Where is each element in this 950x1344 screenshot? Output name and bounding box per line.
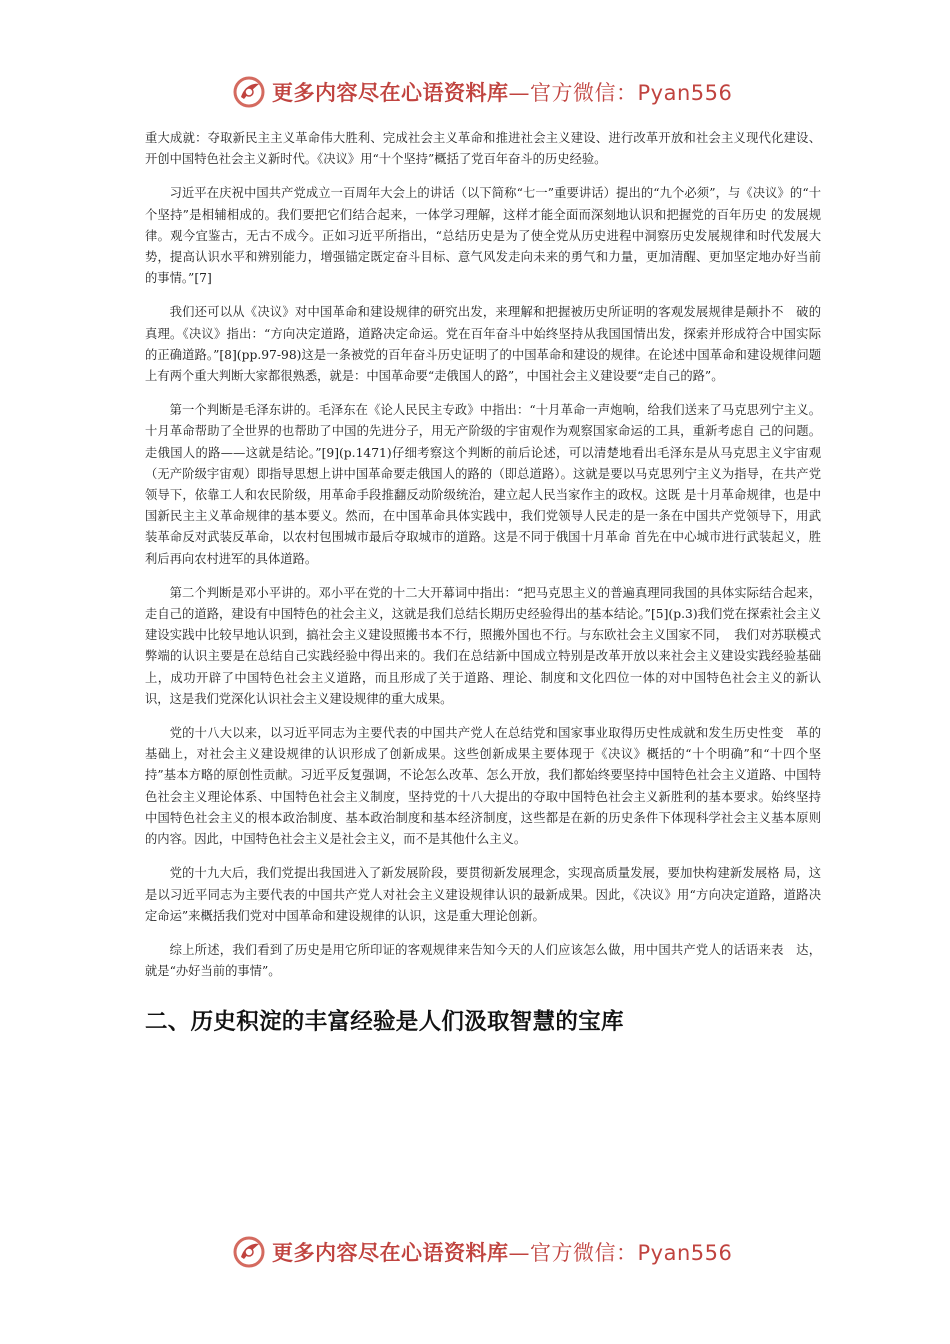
banner-main-text: 更多内容尽在心语资料库 <box>272 81 509 105</box>
paragraph-4: 第一个判断是毛泽东讲的。毛泽东在《论人民民主专政》中指出：“十月革命一声炮响，给我们送来了马克思列宁主义。十月革命帮助了全世界的也帮助了中国的先进分子，用无产阶级的宇宙观作为观察国家命运的工具，重新考虑自 己的问题。走俄国人的路——这就是结论。”[9](p.1471)仔细考察这个判断的前后论述，可以清楚地看出毛泽东是从马克思主义宇宙观（无产阶级宇宙观）即指导思想上讲中国革命要走俄国人的路的（即总道路）。这就是要以马克思列宁主义为指导，在共产党领导下，依靠工人和农民阶级，用革命手段推翻反动阶级统治，建立起人民当家作主的政权。这既 是十月革命规律，也是中国新民主主义革命规律的基本要义。然而，在中国革命具体实践中，我们党领导人民走的是一条在中国共产党领导下，用武装革命反对武装反革命，以农村包围城市最后夺取城市的道路。这是不同于俄国十月革命 首先在中心城市进行武装起义，胜利后再向农村进军的具体道路。 <box>145 403 821 566</box>
paragraph-2: 习近平在庆祝中国共产党成立一百周年大会上的讲话（以下简称“七一”重要讲话）提出的“九个必须”，与《决议》的“十个坚持”是相辅相成的。我们要把它们结合起来，一体学习理解，这样才能全面而深刻地认识和把握党的百年历史 的发展规律。观今宜鉴古，无古不成今。正如习近平所指出，“总结历史是为了使全党从历史进程中洞察历史发展规律和时代发展大势，提高认识水平和辨别能力，增强锚定既定奋斗目标、意气风发走向未来的勇气和力量，更加清醒、更加坚定地办好当前的事情。”[7] <box>145 186 821 286</box>
paragraph-7: 党的十九大后，我们党提出我国进入了新发展阶段，要贯彻新发展理念，实现高质量发展，要加快构建新发展格 局，这是以习近平同志为主要代表的中国共产党人对社会主义建设规律认识的最新成果。因此，《决议》用“方向决定道路，道路决定命运”来概括我们党对中国革命和建设规律的认识，这是重大理论创新。 <box>145 866 821 923</box>
banner-wechat-id: Pyan556 <box>637 81 733 105</box>
paragraph-5: 第二个判断是邓小平讲的。邓小平在党的十二大开幕词中指出：“把马克思主义的普遍真理同我国的具体实际结合起来，走自己的道路，建设有中国特色的社会主义，这就是我们总结长期历史经验得出的基本结论。”[5](p.3)我们党在探索社会主义建设实践中比较早地认识到，搞社会主义建设照搬书本不行，照搬外国也不行。与东欧社会主义国家不同， 我们对苏联模式弊端的认识主要是在总结自己实践经验中得出来的。我们在总结新中国成立特别是改革开放以来社会主义建设实践经验基础上，成功开辟了中国特色社会主义道路，而且形成了关于道路、理论、制度和文化四位一体的对中国特色社会主义的新认识，这是我们党深化认识社会主义建设规律的重大成果。 <box>145 585 821 706</box>
paragraph-1: 重大成就：夺取新民主主义革命伟大胜利、完成社会主义革命和推进社会主义建设、进行改革开放和社会主义现代化建设、开创中国特色社会主义新时代。《决议》用“十个坚持”概括了党百年奋斗的历史经验。 <box>145 131 821 167</box>
banner-sub-text: 官方微信： <box>530 81 638 105</box>
footer-banner <box>232 1234 752 1270</box>
banner-sub-text: 官方微信： <box>530 1241 638 1265</box>
banner-dash: — <box>508 81 530 105</box>
banner-main-text: 更多内容尽在心语资料库 <box>272 1241 509 1265</box>
paragraph-6: 党的十八大以来，以习近平同志为主要代表的中国共产党人在总结党和国家事业取得历史性成就和发生历史性变 革的基础上，对社会主义建设规律的认识形成了创新成果。这些创新成果主要体现于《决议》概括的“十个明确”和“十四个坚持”基本方略的原创性贡献。习近平反复强调，不论怎么改革、怎么开放，我们都始终要坚持中国特色社会主义道路、中国特色社会主义理论体系、中国特色社会主义制度，坚持党的十八大提出的夺取中国特色社会主义新胜利的基本要求。始终坚持中国特色社会主义的根本政治制度、基本政治制度和基本经济制度，这些都是在新的历史条件下体现科学社会主义基本原则的内容。因此，中国特色社会主义是社会主义，而不是其他什么主义。 <box>145 726 821 847</box>
paragraph-3: 我们还可以从《决议》对中国革命和建设规律的研究出发，来理解和把握被历史所证明的客观发展规律是颠扑不 破的真理。《决议》指出：“方向决定道路，道路决定命运。党在百年奋斗中始终坚持从我国国情出发，探索并形成符合中国实际的正确道路。”[8](pp.97-98)这是一条被党的百年奋斗历史证明了的中国革命和建设的规律。在论述中国革命和建设规律问题上有两个重大判断大家都很熟悉，就是：中国革命要“走俄国人的路”，中国社会主义建设要“走自己的路”。 <box>145 305 821 384</box>
library-logo-icon <box>232 1235 266 1269</box>
banner-text <box>272 77 732 107</box>
banner-dash: — <box>508 1241 530 1265</box>
banner-wechat-id: Pyan556 <box>637 1241 733 1265</box>
library-logo-icon <box>232 75 266 109</box>
banner-text <box>272 1237 732 1267</box>
paragraph-8: 综上所述，我们看到了历史是用它所印证的客观规律来告知今天的人们应该怎么做，用中国共产党人的话语来表 达，就是“办好当前的事情”。 <box>145 942 821 979</box>
article-body <box>145 128 821 1036</box>
section-heading: 二、历史积淀的丰富经验是人们汲取智慧的宝库 <box>145 1009 624 1036</box>
header-banner <box>232 74 752 110</box>
